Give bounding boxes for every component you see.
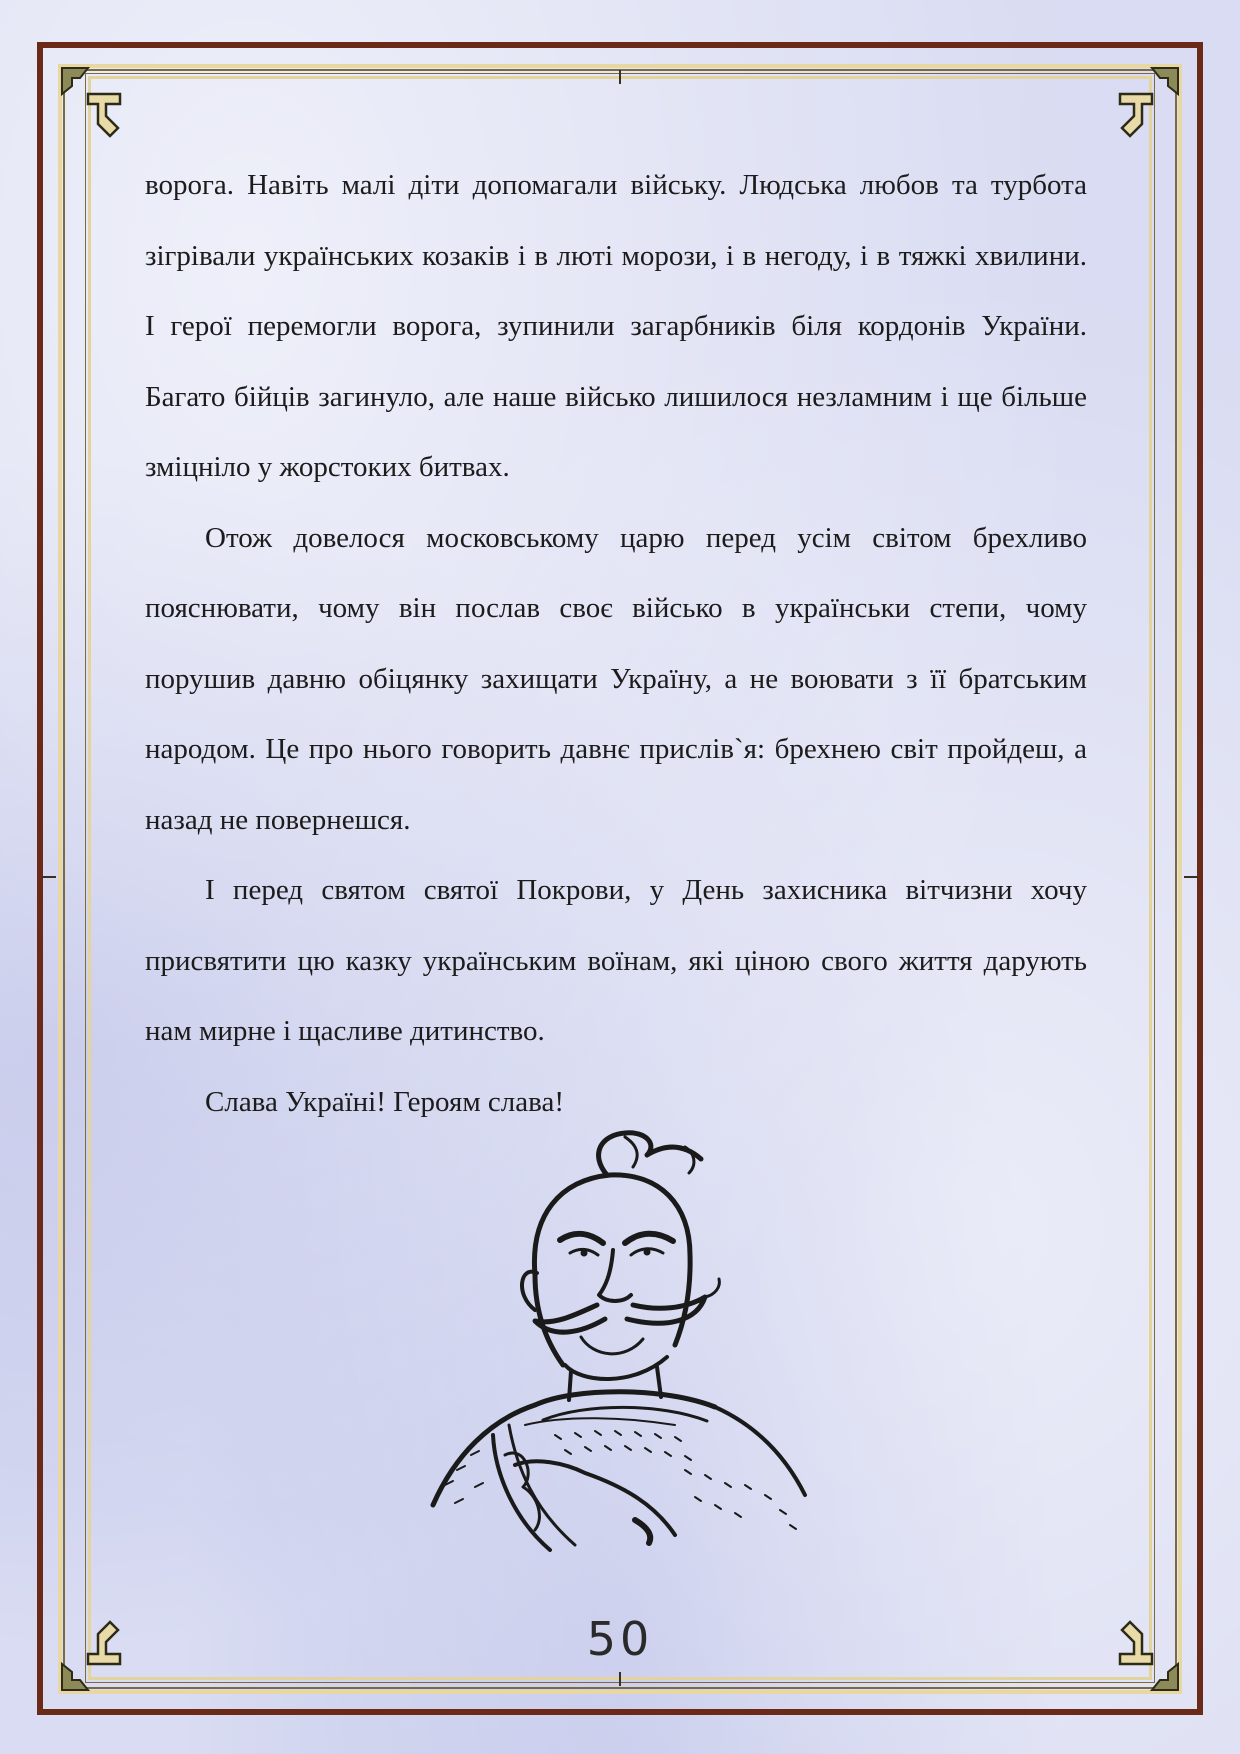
paragraph-dedication: І перед святом святої Покрови, у День захисника вітчизни хочу присвятити цю казку українським воїнам, які ціною свого життя дарують нам мирне і щасливе дитинство. xyxy=(145,874,1087,1047)
frame-tick-bottom xyxy=(619,1672,621,1686)
paragraph-slogan: Слава Україні! Героям слава! xyxy=(205,1085,564,1118)
frame-tick-right xyxy=(1184,876,1198,878)
paragraph-tsar: Отож довелося московському царю перед усім світом брехливо пояснювати, чому він послав своє військо в українськи степи, чому порушив давню обіцянку захищати Україну, а не воювати з її братським народом. Це про нього говорить давнє прислів`я: брехнею світ пройдеш, а назад не повернешся. xyxy=(145,521,1087,836)
corner-ornament-top-left xyxy=(58,64,148,154)
story-text xyxy=(145,150,1087,1137)
page-number: 50 xyxy=(586,1612,654,1666)
paragraph-continuation: ворога. Навіть малі діти допомагали війську. Людська любов та турбота зігрівали українських козаків і в люті морози, і в негоду, і в тяжкі хвилини. І герої перемогли ворога, зупинили загарбників біля кордонів України. Багато бійців загинуло, але наше військо лишилося незламним і ще більше зміцніло у жорстоких битвах. xyxy=(145,169,1087,483)
corner-ornament-top-right xyxy=(1092,64,1182,154)
corner-ornament-bottom-right xyxy=(1092,1604,1182,1694)
cossack-portrait xyxy=(385,1125,855,1560)
frame-tick-left xyxy=(42,876,56,878)
corner-ornament-bottom-left xyxy=(58,1604,148,1694)
frame-tick-top xyxy=(619,70,621,84)
